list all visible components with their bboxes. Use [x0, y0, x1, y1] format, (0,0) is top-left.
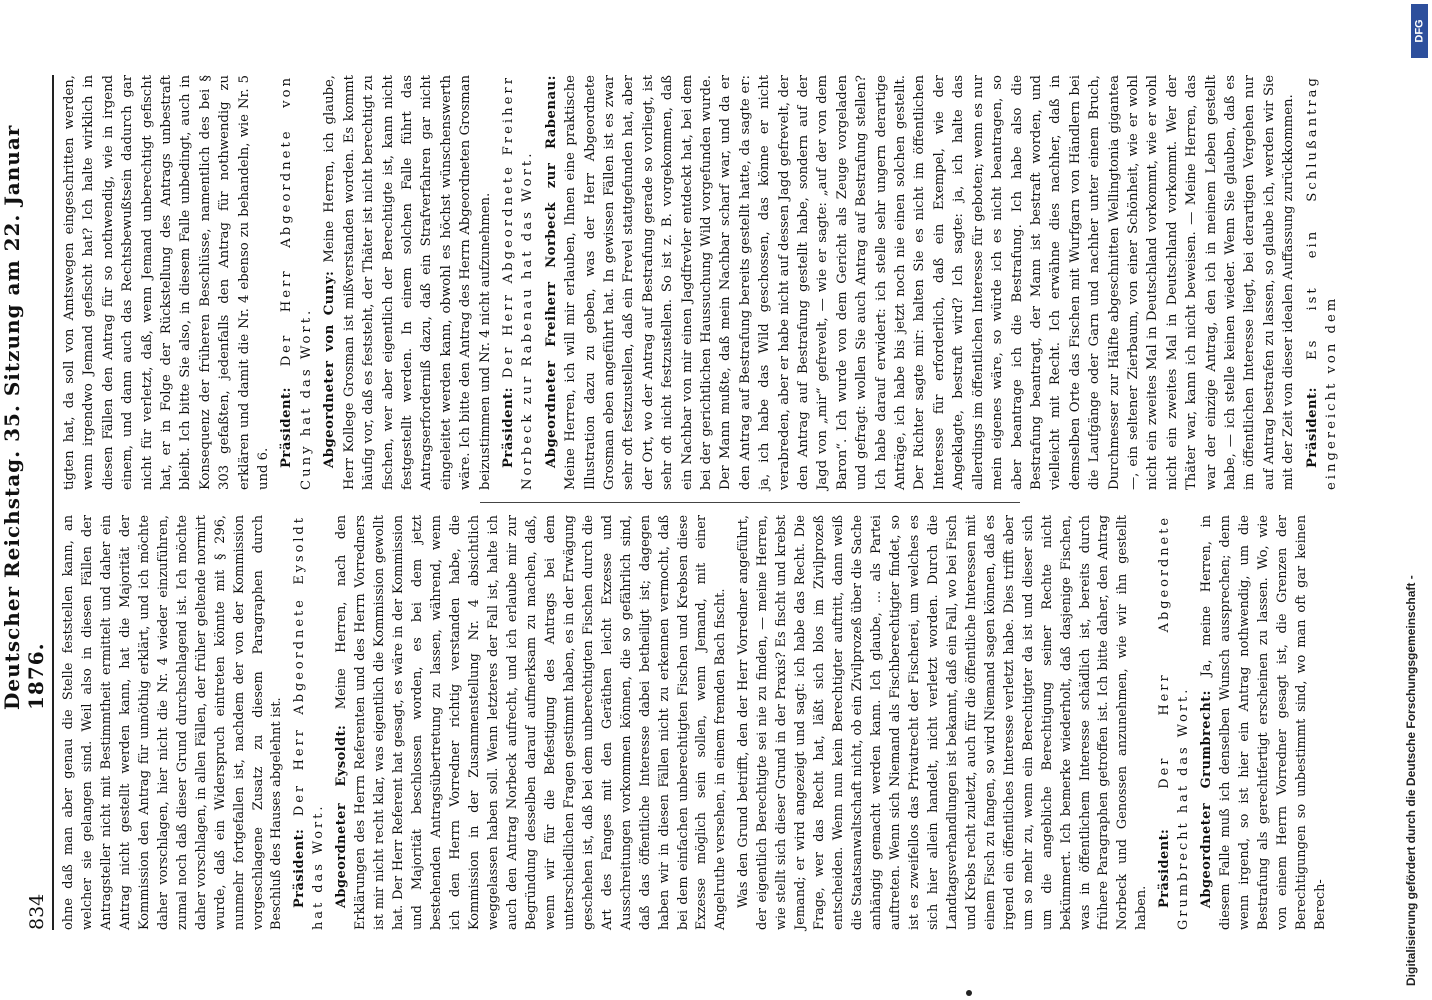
paragraph: [60, 515, 287, 930]
left-column: [60, 515, 1335, 930]
speech-text: Der Herr Abgeordnete von Cuny hat das Wort.: [279, 75, 314, 490]
paragraph: [735, 515, 1152, 930]
speaker-name: Abgeordneter Eysoldt:: [334, 724, 350, 908]
digitization-notice: Digitalisierung gefördert durch die Deutsche Forschungsgemeinschaft -: [1404, 575, 1418, 986]
speaker-name: Präsident:: [279, 386, 295, 468]
speech-text: Der Herr Abgeordnete Eysoldt hat das Wort.: [292, 515, 327, 930]
speaker-name: Präsident:: [1157, 828, 1173, 908]
speech-paragraph: [333, 515, 731, 930]
paragraph-text: tigten hat, da soll von Amtswegen eingeschritten werden, wenn irgendwo Jemand gefischt hat? Ich halte wirklich in diesen Fällen den Antrag für so nothwendig, wie in irgend einem, und dann auch das Rechtsbewußtsein dadurch gar nicht für verletzt, daß, wenn Jemand unberechtigt gefischt hat, er in Folge der Rückstellung des Antrags unbestraft bleibt. Ich bitte Sie also, in diesem Falle unbedingt, auch in Konsequenz der früheren Beschlüsse, namentlich des bei § 303 gefaßten, jedenfalls den Antrag für nothwendig zu erklären und damit die Nr. 4 ebenso zu behandeln, wie Nr. 5 und 6.: [62, 75, 272, 490]
speech-text: Es ist ein Schlußantrag eingereicht von dem: [1304, 75, 1339, 490]
speech-paragraph: [1198, 515, 1331, 930]
speech-text: Meine Herren, ich glaube, Herr Kollege Grosman ist mißverstanden worden. Es kommt häufig vor, daß es feststeht, der Thäter ist nicht berechtigt zu fischen, wer aber eigentlich der Berechtigte ist, kann nicht festgestellt werden. In einem solchen Falle führt das Antragserforderniß dazu, daß ein Strafverfahren gar nicht eingeleitet werden kann, obwohl es höchst wünschenswerth wäre. Ich bitte den Antrag des Herrn Abgeordneten Grosman beizustimmen und Nr. 4 nicht aufzunehmen.: [322, 74, 493, 490]
speech-text: Ja, meine Herren, in diesem Falle muß ich denselben Wunsch aussprechen; denn wenn irgend, so ist hier ein Antrag nothwendig, um die Bestrafung als gerechtfertigt erscheinen zu lassen. Wo, wie von einem Herrn Vorredner gesagt ist, die Grenzen der Berechtigungen so unbestimmt sind, wo man oft gar keinen Berech-: [1199, 515, 1328, 930]
speaker-name: Präsident:: [1304, 386, 1320, 468]
speaker-name: Präsident:: [292, 828, 308, 908]
page-header: [0, 75, 54, 930]
president-remark: [1303, 75, 1342, 490]
paragraph-text: Was den Grund betrifft, den der Herr Vorredner angeführt, der eigentlich Berechtigte sei nie zu finden, — meine Herren, wie stellt sich dieser Grund in der Praxis? Es fischt und krebst Jemand; er wird angezeigt und sagt: ich habe das Recht. Die Frage, wer das Recht hat, läßt sich blos im Zivilprozeß entscheiden. Wenn nun kein Berechtigter auftritt, dann weiß die Staatsanwaltschaft nicht, ob ein Zivilprozeß über die Sache anhängig gemacht werden kann. Ich glaube, ... als Partei auftreten. Wenn sich Niemand als Fischberechtigter findet, so ist es zweifellos das Privatrecht der Fischerei, um welches es sich hier allein handelt, nicht verletzt worden. Durch die Landtagsverhandlungen ist bekannt, daß ein Fall, wo bei Fisch und Krebs recht zuletzt, auch für die öffentliche Interessen mit einem Fisch zu fangen, so wird Niemand sagen können, daß es irgend ein öffentliches Interesse verletzt habe. Dies trifft aber um so mehr zu, wenn ein Berechtigter da ist und dieser sich um die angebliche Berechtigung seiner Rechte nicht bekümmert. Ich bemerke wiederholt, daß dasjenige Fischen, was in öffentlichem Interesse schädlich ist, bereits durch frühere Paragraphen getroffen ist. Ich bitte daher, den Antrag Norbeck und Genossen anzunehmen, wie wir ihn gestellt haben.: [736, 515, 1150, 930]
speaker-name: Präsident:: [500, 386, 516, 468]
president-remark: [1156, 515, 1194, 930]
page-number: 834: [26, 893, 48, 930]
speech-text: Der Herr Abgeordnete Grumbrecht hat das Wort.: [1157, 515, 1192, 930]
president-remark: [499, 75, 538, 490]
president-remark: [277, 75, 316, 490]
speech-text: Der Herr Abgeordnete Freiherr Norbeck zur Rabenau hat das Wort.: [500, 75, 536, 490]
right-column: [60, 75, 1345, 490]
paragraph: [60, 75, 273, 490]
speaker-name: Abgeordneter von Cuny:: [322, 270, 338, 468]
president-remark: [291, 515, 329, 930]
speech-text: Meine Herren, ich will mir erlauben, Ihnen eine praktische Illustration dazu zu geben, was der Herr Abgeordnete Grosman eben angeführt hat. In gewissen Fällen ist es zwar sehr oft festzustellen, daß ein Frevel stattgefunden hat, aber der Ort, wo der Antrag auf Bestrafung gerade so vorliegt, ist sehr oft nicht festzustellen. So ist z. B. vorgekommen, daß ein Nachbar von mir einen Jagdfrevler entdeckt hat, bei dem bei der gerichtlichen Haussuchung Wild vorgefunden wurde. Der Mann mußte, daß mein Nachbar scharf war, und da er den Antrag auf Bestrafung bereits gestellt hatte, da sagte er: ja, ich habe das Wild geschossen, das könne er nicht verabreden, aber er habe nicht auf dessen Jagd gefrevelt, der den Antrag auf Bestrafung gestellt habe, sondern auf der Jagd von „mir“ gefrevelt, — wie er sagte: „auf der von dem Baron“. Ich wurde von dem Gericht als Zeuge vorgeladen und gefragt: wollen Sie auch Antrag auf Bestrafung stellen? Ich habe darauf erwidert: ich stelle sehr ungern derartige Anträge, ich habe bis jetzt noch nie einen solchen gestellt. Der Richter sagte mir: halten Sie es nicht im öffentlichen Interesse für erforderlich, daß ein Exempel, wie der Angeklagte, bestraft wird? Ich sagte: ja, ich halte das allerdings im öffentlichen Interesse für geboten; wenn es nur mein eigenes wäre, so würde ich es nicht beantragen, so aber beantrage ich die Bestrafung. Ich habe also die Bestrafung beantragt, der Mann ist bestraft worden, und vielleicht mit Recht. Ich erwähne dies nachher, daß in demselben Orte das Fischen mit Wurfgarn von Händlern bei die Laufgänge oder Garn und nachher unter einem Bruch, Durchmesser zur Hälfte abgeschnitten Wellingtonia gigantea —, ein seltener Zierbaum, von einer Schönheit, wie er wohl nicht ein zweites Mal in Deutschland vorkommt, wie er wohl nicht ein zweites Mal in Deutschland vorkommt. Wer der Thäter war, kann ich nicht beweisen. — Meine Herren, das war der einzige Antrag, den ich in meinem Leben gestellt habe, — ich stelle keinen wieder. Wenn Sie glauben, daß es im öffentlichen Interesse liegt, bei derartigen Vergehen nur auf Antrag bestrafen zu lassen, so glaube ich, werden wir Sie mit der Zeit von dieser idealen Auffassung zurückkommen.: [563, 75, 1297, 490]
dfg-logo: [1411, 4, 1428, 58]
scan-speck: [966, 990, 972, 996]
speech-paragraph: [542, 75, 1299, 490]
speaker-name: Abgeordneter Grumbrecht:: [1199, 690, 1215, 908]
page-title: Deutscher Reichstag. 35. Sitzung am 22. Januar 1876.: [0, 124, 48, 710]
speech-paragraph: [320, 75, 495, 490]
speaker-name: Abgeordneter Freiherr Norbeck zur Rabenau:: [543, 75, 559, 468]
speech-text: Meine Herren, nach den Erklärungen des Herrn Referenten und des Herrn Vorredners ist mir nicht recht klar, was eigentlich die Kommission gewollt hat. Der Herr Referent hat gesagt, es wäre in der Kommission und Majorität beschlossen worden, es bei dem jetzt bestehenden Antragsübertretung zu lassen, während, wenn ich den Herrn Vorredner richtig verstanden habe, die Kommission in der Zusammenstellung Nr. 4 absichtlich weggelassen haben soll. Wenn letzteres der Fall ist, halte ich auch den Antrag Norbeck aufrecht, und ich erlaube mir zur Begründung desselben darauf aufmerksam zu machen, daß, wenn wir für die Befestigung des Antrags bei dem unterschiedlichen Fragen gestimmt haben, es in der Erwägung geschehen ist, daß bei dem unberechtigten Fischen durch die Art des Fanges mit den Geräthen leicht Exzesse und Ausschreitungen vorkommen können, die so gefährlich sind, daß das öffentliche Interesse dabei betheiligt ist; dagegen haben wir in diesen Fällen nicht zu erkennen vermocht, daß bei dem einfachen unberechtigten Fischen und Krebsen diese Exzesse möglich sein sollen, wenn Jemand, mit einer Angelruthe versehen, in einem fremden Bach fischt.: [334, 515, 729, 930]
dfg-logo-text: DFG: [1413, 19, 1426, 43]
column-divider: [480, 502, 1020, 503]
paragraph-text: ohne daß man aber genau die Stelle feststellen kann, an welcher sie gelangen sind. Weil also in diesen Fällen der Antragsteller nicht mit Bestimmtheit ermittelt und daher ein Antrag nicht gestellt werden kann, hat die Majorität der Kommission den Antrag für unnöthig erklärt, und ich möchte daher vorschlagen, hier nicht die Nr. 4 wieder einzuführen, zumal noch daß dieser Grund durchschlagend ist. Ich möchte daher vorschlagen, in allen Fällen, der früher geltende normirt wurde, daß ein Widerspruch eintreten könnte mit § 296, nunmehr fortgefallen ist, nachdem der von der Kommission vorgeschlagene Zusatz zu diesem Paragraphen durch Beschluß des Hauses abgelehnt ist.: [61, 515, 285, 930]
